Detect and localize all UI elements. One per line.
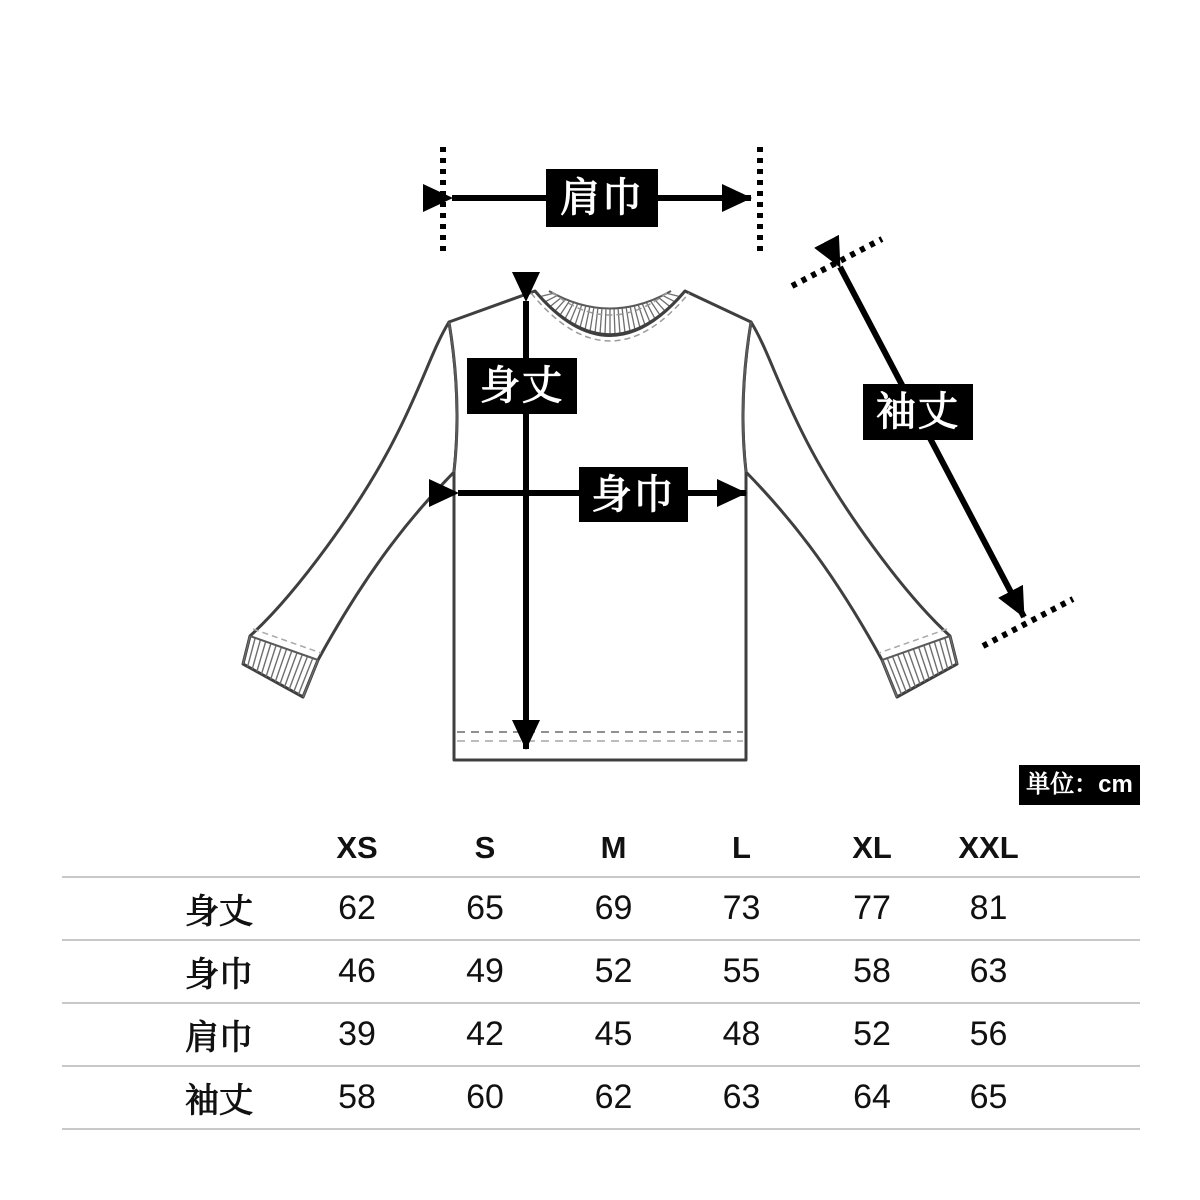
sleeve-guide-top <box>792 239 882 286</box>
cell-value: 63 <box>722 1078 761 1116</box>
cell-value: 56 <box>969 1015 1008 1053</box>
cell-value: 46 <box>338 952 376 990</box>
cell-value: 48 <box>722 1015 761 1053</box>
column-header-l: L <box>732 830 751 865</box>
cell-value: 55 <box>722 952 761 990</box>
rib-line <box>622 309 625 333</box>
cell-value: 58 <box>853 952 891 990</box>
cell-value: 42 <box>466 1015 504 1053</box>
column-header-s: S <box>474 830 496 865</box>
column-header-xs: XS <box>336 830 378 865</box>
size-table <box>62 820 1140 1130</box>
table-row-body-width <box>62 941 1140 1004</box>
row-label: 肩巾 <box>185 1019 253 1057</box>
cell-value: 77 <box>853 889 891 927</box>
cell-value: 69 <box>594 889 633 927</box>
cell-value: 64 <box>853 1078 891 1116</box>
sleeve-length-label: 袖丈 <box>863 384 973 440</box>
cell-value: 65 <box>969 1078 1008 1116</box>
shoulder-width-label: 肩巾 <box>546 169 658 227</box>
table-row-sleeve-length <box>62 1067 1140 1130</box>
cell-value: 73 <box>722 889 761 927</box>
cell-value: 81 <box>969 889 1008 927</box>
cell-value: 52 <box>594 952 633 990</box>
rib-line <box>663 296 675 302</box>
table-row-body-length <box>62 878 1140 941</box>
row-label: 身丈 <box>185 893 253 931</box>
cell-value: 52 <box>853 1015 891 1053</box>
column-header-m: M <box>600 830 627 865</box>
column-header-xxl: XXL <box>958 830 1019 865</box>
cell-value: 45 <box>594 1015 633 1053</box>
body-width-label: 身巾 <box>579 467 688 522</box>
rib-line <box>540 293 553 296</box>
cell-value: 62 <box>594 1078 633 1116</box>
rib-line <box>545 296 557 302</box>
rib-line <box>605 309 606 334</box>
column-header-xl: XL <box>852 830 892 865</box>
body-length-label: 身丈 <box>467 358 577 414</box>
rib-line <box>618 309 620 334</box>
collar-back-neck <box>549 291 671 309</box>
row-label: 袖丈 <box>185 1082 253 1120</box>
cell-value: 49 <box>466 952 504 990</box>
rib-line <box>614 309 615 334</box>
rib-line <box>600 309 602 334</box>
rib-line <box>667 293 680 296</box>
size-table-header <box>62 820 1140 878</box>
right-sleeve <box>743 322 957 697</box>
cell-value: 63 <box>969 952 1008 990</box>
left-sleeve <box>243 322 457 697</box>
rib-line <box>595 309 598 333</box>
cell-value: 60 <box>466 1078 504 1116</box>
cell-value: 65 <box>466 889 504 927</box>
cell-value: 58 <box>338 1078 376 1116</box>
row-label: 身巾 <box>185 956 253 994</box>
cell-value: 39 <box>338 1015 376 1053</box>
rib-line <box>630 307 635 329</box>
table-row-shoulder-width <box>62 1004 1140 1067</box>
unit-badge: 単位：cm <box>1019 765 1140 805</box>
sleeve-guide-bottom <box>983 599 1073 646</box>
cell-value: 62 <box>338 889 376 927</box>
